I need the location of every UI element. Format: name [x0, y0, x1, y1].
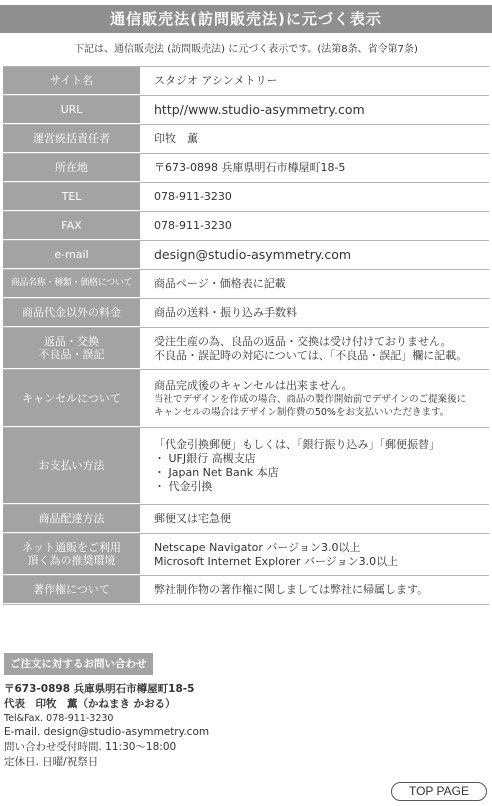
row-value [142, 534, 489, 575]
row-label: 商品名称・種類・価格について [3, 270, 142, 298]
cancel-line-2: 当社でデザインを作成の場合、商品の製作開始前でデザインのご提案後に [154, 393, 467, 405]
page-title: 通信販売法(訪問販売法)に元づく表示 [0, 5, 492, 33]
contact-telfax: Tel&Fax. 078-911-3230 [4, 713, 114, 724]
payment-line-2: ・ UFJ銀行 高槻支店 [154, 452, 256, 465]
returns-line-2: 不良品・誤記時の対応については、「不良品・誤記」欄に記載。 [154, 348, 468, 362]
disclosure-table [3, 66, 489, 605]
table-row-email [3, 241, 489, 270]
table-row-environment [3, 534, 489, 576]
row-value: 〒673-0898 兵庫県明石市樽屋町18-5 [154, 161, 346, 174]
table-row-address [3, 154, 489, 183]
cancel-line-1: 商品完成後のキャンセルは出来ません。 [154, 378, 353, 392]
row-label: 返品・交換 不良品・誤記 [3, 328, 142, 369]
contact-info [4, 682, 484, 770]
url-link[interactable]: http//www.studio-asymmetry.com [154, 102, 365, 117]
row-value: スタジオ アシンメトリー [154, 74, 278, 87]
table-row-product-info [3, 270, 489, 299]
row-value [142, 370, 489, 427]
row-label: サイト名 [3, 67, 142, 95]
row-value: 郵便又は宅急便 [154, 512, 231, 525]
contact-heading: ご注文に対するお問い合わせ [4, 653, 153, 675]
contact-representative: 代表 印牧 薫（かねまき かおる） [4, 698, 176, 710]
row-value [142, 428, 489, 504]
contact-holidays: 定休日. 日曜/祝祭日 [4, 756, 99, 768]
row-label: お支払い方法 [3, 428, 142, 504]
row-value: 商品の送料・振り込み手数料 [154, 306, 297, 319]
row-label: ネット通販をご利用 頂く為の推奨環境 [3, 534, 142, 575]
row-value: 印牧 薫 [154, 132, 198, 145]
table-row-site-name [3, 67, 489, 96]
returns-line-1: 受注生産の為、良品の返品・交換は受け付けておりません。 [154, 334, 452, 348]
row-value: 078-911-3230 [154, 190, 232, 203]
payment-line-4: ・ 代金引換 [154, 480, 213, 493]
page-subtitle: 下記は、通信販売法 (訪問販売法) に元づく表示です。(法第8条、省令第7条) [74, 44, 418, 55]
row-value [142, 328, 489, 369]
row-value: 078-911-3230 [154, 219, 232, 232]
table-row-tel [3, 183, 489, 212]
contact-address: 〒673-0898 兵庫県明石市樽屋町18-5 [4, 683, 195, 695]
payment-line-3: ・ Japan Net Bank 本店 [154, 466, 279, 479]
row-label: 運営統括責任者 [3, 125, 142, 153]
row-label: FAX [3, 212, 142, 240]
row-label: URL [3, 96, 142, 124]
row-label: 商品配達方法 [3, 505, 142, 533]
row-value: 商品ページ・価格表に記載 [154, 277, 286, 290]
row-label: 商品代金以外の料金 [3, 299, 142, 327]
row-label: e-mail [3, 241, 142, 269]
email-link[interactable]: design@studio-asymmetry.com [154, 247, 352, 262]
row-label: 所在地 [3, 154, 142, 182]
top-page-button[interactable]: TOP PAGE [391, 782, 487, 801]
table-row-returns [3, 328, 489, 370]
payment-line-1: 「代金引換郵便」もしくは、「銀行振り込み」「郵便振替」 [154, 438, 440, 451]
row-label: 著作権について [3, 576, 142, 604]
row-value: 弊社制作物の著作権に関しましては弊社に帰属します。 [154, 583, 429, 596]
table-row-extra-fees [3, 299, 489, 328]
table-row-payment [3, 428, 489, 505]
row-label: キャンセルについて [3, 370, 142, 427]
table-row-cancel [3, 370, 489, 428]
table-row-manager [3, 125, 489, 154]
contact-hours: 問い合わせ受付時間. 11:30〜18:00 [4, 741, 177, 753]
table-row-delivery [3, 505, 489, 534]
environment-line-2: Microsoft Internet Explorer バージョン3.0以上 [154, 554, 399, 568]
cancel-line-3: キャンセルの場合はデザイン制作費の50%をお支払いいただきます。 [154, 406, 450, 418]
table-row-copyright [3, 576, 489, 605]
table-row-url [3, 96, 489, 125]
environment-line-1: Netscape Navigator バージョン3.0以上 [154, 540, 361, 554]
row-label: TEL [3, 183, 142, 211]
contact-email[interactable]: E-mail. design@studio-asymmetry.com [4, 726, 210, 738]
table-row-fax [3, 212, 489, 241]
